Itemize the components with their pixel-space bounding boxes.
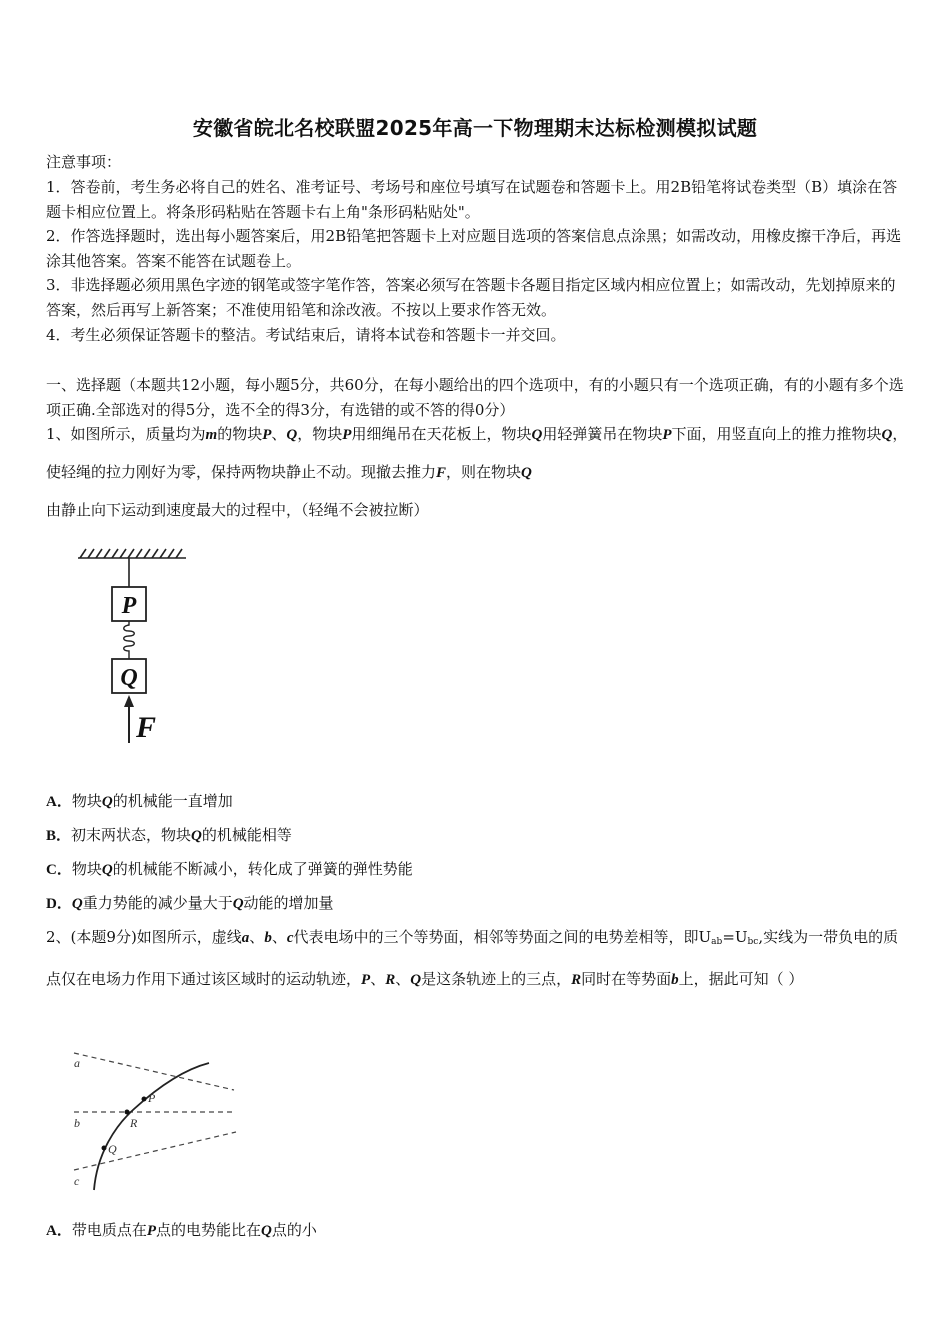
point-r: [125, 1110, 130, 1115]
ceiling: [78, 549, 186, 558]
q1-option-c: C．物块Q的机械能不断减小，转化成了弹簧的弹性势能: [46, 860, 413, 878]
point-p: [142, 1097, 147, 1102]
figure-spring-blocks: [70, 545, 200, 755]
label-r: R: [130, 1116, 138, 1130]
notice-item-4: 4．考生必须保证答题卡的整洁。考试结束后，请将本试卷和答题卡一并交回。: [46, 326, 566, 344]
label-c: c: [74, 1174, 80, 1188]
q1-option-a: A．物块Q的机械能一直增加: [46, 792, 233, 810]
equipotential-a: [74, 1053, 234, 1090]
q1-option-d: D．Q重力势能的减少量大于Q动能的增加量: [46, 894, 334, 912]
figure-equipotential-trajectory: [64, 1045, 244, 1195]
q1-option-b: B．初末两状态，物块Q的机械能相等: [46, 826, 292, 844]
notice-item-1: 1．答卷前，考生务必将自己的姓名、准考证号、考场号和座位号填写在试题卷和答题卡上。用2B铅笔将试卷类型（B）填涂在答题卡相应位置上。将条形码粘贴在答题卡右上角"条形码粘贴处"。: [46, 178, 898, 221]
label-b: b: [74, 1116, 80, 1130]
label-q: Q: [108, 1142, 117, 1156]
question-1-stem: 1、如图所示，质量均为m的物块P、Q，物块P用细绳吊在天花板上，物块Q用轻弹簧吊在物块P下面，用竖直向上的推力推物块Q，使轻绳的拉力刚好为零，保持两物块静止不动。现撤去推力F，则在物块Q由静止向下运动到速度最大的过程中，（轻绳不会被拉断）: [46, 425, 908, 519]
notice-item-3: 3．非选择题必须用黑色字迹的钢笔或签字笔作答，答案必须写在答题卡各题目指定区域内相应位置上；如需改动，先划掉原来的答案，然后再写上新答案；不准使用铅笔和涂改液。不按以上要求作答无效。: [46, 276, 896, 319]
q2-option-a: A．带电质点在P点的电势能比在Q点的小: [46, 1221, 317, 1239]
question-2-stem: 2、(本题9分)如图所示，虚线a、b、c代表电场中的三个等势面，相邻等势面之间的电势差相等，即$U_{ab}=U_{bc}$,实线为一带负电的质点仅在电场力作用下通过该区域时的运动轨迹，P、R、Q是这条轨迹上的三点，R同时在等势面b上，据此可知（ ）: [46, 928, 899, 988]
trajectory: [94, 1063, 209, 1190]
force-label: F: [136, 711, 157, 744]
spring: [124, 621, 135, 659]
label-p: P: [148, 1091, 156, 1105]
page-title: 安徽省皖北名校联盟2025年高一下物理期末达标检测模拟试题: [192, 116, 758, 140]
label-a: a: [74, 1056, 80, 1070]
block-q-label: Q: [120, 665, 138, 691]
force-arrowhead: [124, 695, 134, 707]
notice-item-2: 2．作答选择题时，选出每小题答案后，用2B铅笔把答题卡上对应题目选项的答案信息点涂黑；如需改动，用橡皮擦干净后，再选涂其他答案。答案不能答在试题卷上。: [46, 227, 902, 270]
notice-heading: 注意事项：: [46, 153, 122, 171]
point-q: [102, 1146, 107, 1151]
block-p-label: P: [121, 593, 137, 619]
section-heading: 一、选择题（本题共12小题，每小题5分，共60分，在每小题给出的四个选项中，有的小题只有一个选项正确，有的小题有多个选项正确.全部选对的得5分，选不全的得3分，有选错的或不答的得0分）: [46, 376, 904, 419]
